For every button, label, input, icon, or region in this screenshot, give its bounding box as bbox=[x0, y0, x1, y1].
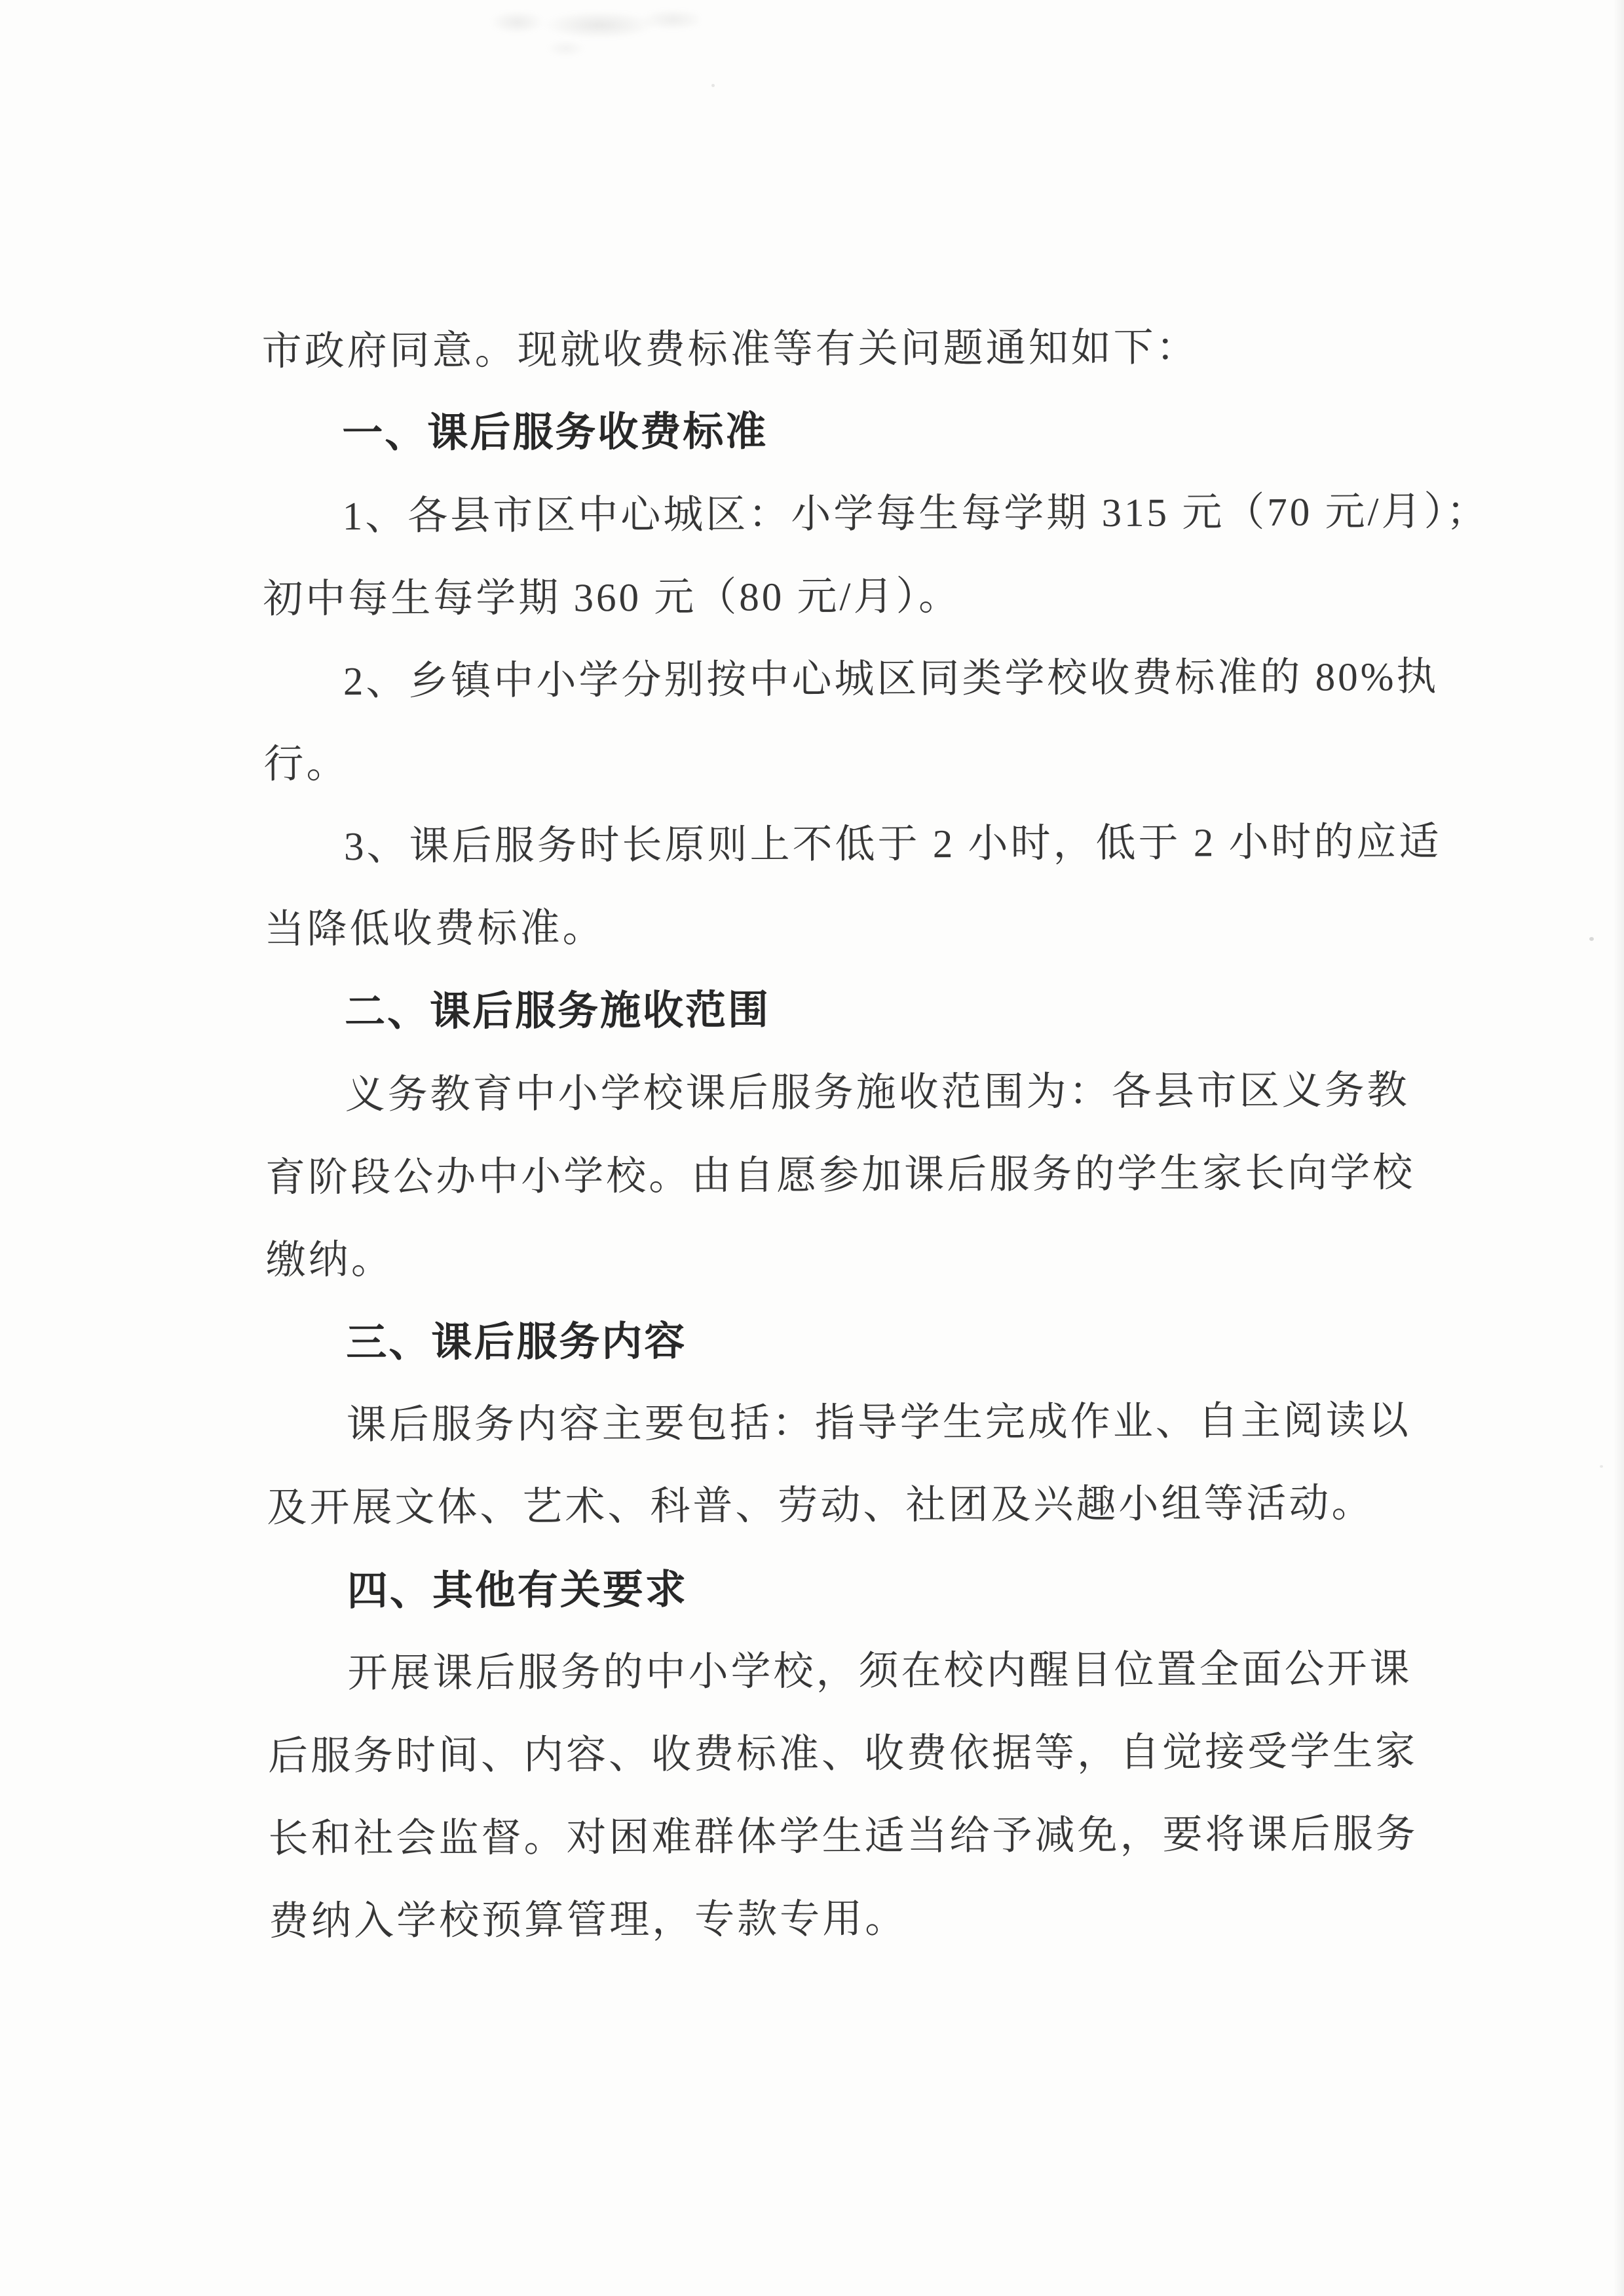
section-heading-4: 四、其他有关要求 bbox=[347, 1567, 689, 1615]
section-heading-3: 三、课后服务内容 bbox=[346, 1318, 687, 1366]
text-line: 义务教育中小学校课后服务施收范围为：各县市区义务教 bbox=[345, 1069, 1410, 1118]
text-line: 2、乡镇中小学分别按中心城区同类学校收费标准的 80%执 bbox=[343, 655, 1439, 704]
text-line: 后服务时间、内容、收费标准、收费依据等，自觉接受学生家 bbox=[267, 1729, 1418, 1779]
text-line: 初中每生每学期 360 元（80 元/月）。 bbox=[263, 574, 962, 622]
text-line: 课后服务内容主要包括：指导学生完成作业、自主阅读以 bbox=[346, 1399, 1411, 1448]
section-heading-2: 二、课后服务施收范围 bbox=[344, 987, 771, 1035]
text-line: 长和社会监督。对困难群体学生适当给予减免，要将课后服务 bbox=[268, 1812, 1418, 1862]
text-line: 费纳入学校预算管理，专款专用。 bbox=[268, 1897, 908, 1944]
text-line: 开展课后服务的中小学校，须在校内醒目位置全面公开课 bbox=[347, 1647, 1412, 1696]
text-line: 市政府同意。现就收费标准等有关问题通知如下： bbox=[261, 326, 1199, 374]
text-line: 行。 bbox=[263, 742, 349, 787]
text-line: 当降低收费标准。 bbox=[264, 906, 605, 952]
text-line: 缴纳。 bbox=[265, 1238, 394, 1283]
text-line: 及开展文体、艺术、科普、劳动、社团及兴趣小组等活动。 bbox=[267, 1482, 1374, 1531]
section-heading-1: 一、课后服务收费标准 bbox=[342, 409, 768, 457]
text-line: 育阶段公办中小学校。由自愿参加课后服务的学生家长向学校 bbox=[265, 1151, 1416, 1200]
text-line: 3、课后服务时长原则上不低于 2 小时，低于 2 小时的应适 bbox=[343, 820, 1442, 870]
text-line: 1、各县市区中心城区：小学每生每学期 315 元（70 元/月）； bbox=[342, 489, 1490, 539]
